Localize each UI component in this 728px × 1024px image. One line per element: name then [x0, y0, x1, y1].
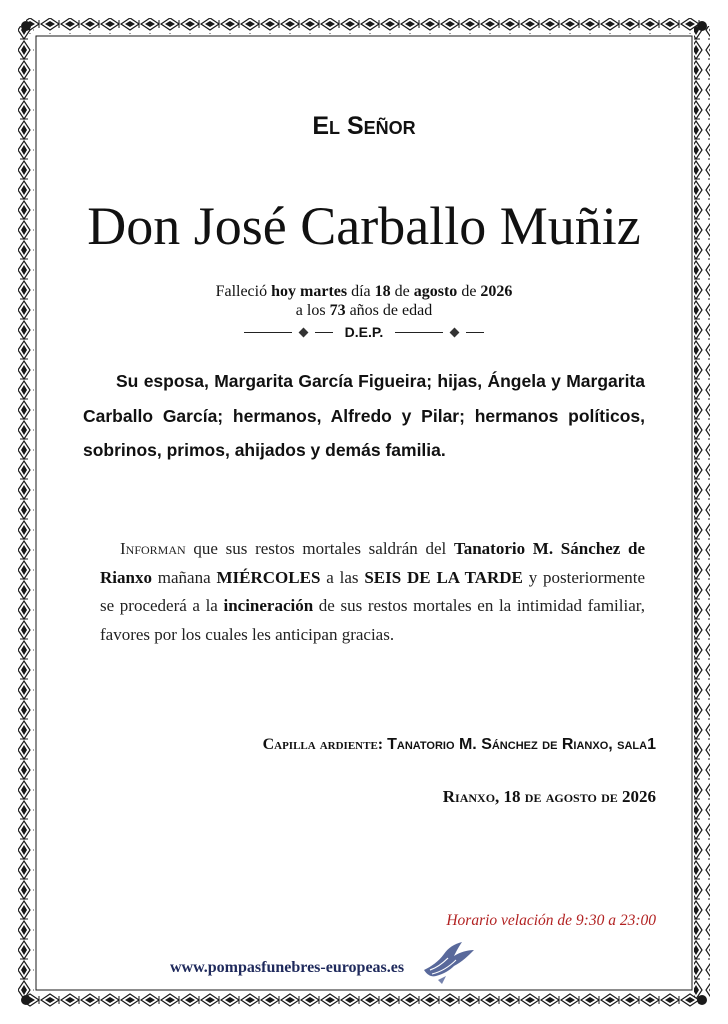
diamond-icon	[450, 327, 460, 337]
divider-line	[466, 332, 484, 333]
deceased-name: Don José Carballo Muñiz	[87, 196, 641, 256]
age-line: a los 73 años de edad	[295, 302, 433, 319]
dep-divider	[48, 322, 680, 342]
death-date-line: Falleció hoy martes día 18 de agosto de 2026	[215, 283, 513, 300]
notice-content	[48, 0, 680, 1024]
place-date: Rianxo, 18 de agosto de 2026	[442, 787, 656, 806]
family-paragraph: Su esposa, Margarita García Figueira; hijas, Ángela y Margarita Carballo García; hermanos, Alfredo y Pilar; hermanos políticos, sobrinos, primos, ahijados y demás familia.	[83, 371, 645, 460]
viewing-hours: Horario velación de 9:30 a 23:00	[446, 912, 656, 929]
dep-label: D.E.P.	[344, 324, 384, 340]
chapel-info	[263, 736, 656, 754]
death-info	[48, 282, 680, 320]
website-link[interactable]: www.pompasfunebres-europeas.es	[170, 959, 405, 976]
dove-logo-icon	[418, 940, 476, 988]
chapel-label: Capilla ardiente:	[262, 736, 388, 753]
inform-paragraph: Informan que sus restos mortales saldrán del Tanatorio M. Sánchez de Rianxo mañana MIÉRCOLES a las SEIS DE LA TARDE y posteriormente se procederá a la incineración de sus restos mortales en la intimidad familiar, favores por los cuales les anticipan gracias.	[100, 539, 646, 644]
diamond-icon	[298, 327, 308, 337]
divider-line	[395, 332, 443, 333]
divider-line	[244, 332, 292, 333]
chapel-value: Tanatorio M. Sánchez de Rianxo, sala1	[387, 736, 656, 753]
divider-line	[315, 332, 333, 333]
honorific-prefix: El Señor	[312, 112, 416, 140]
